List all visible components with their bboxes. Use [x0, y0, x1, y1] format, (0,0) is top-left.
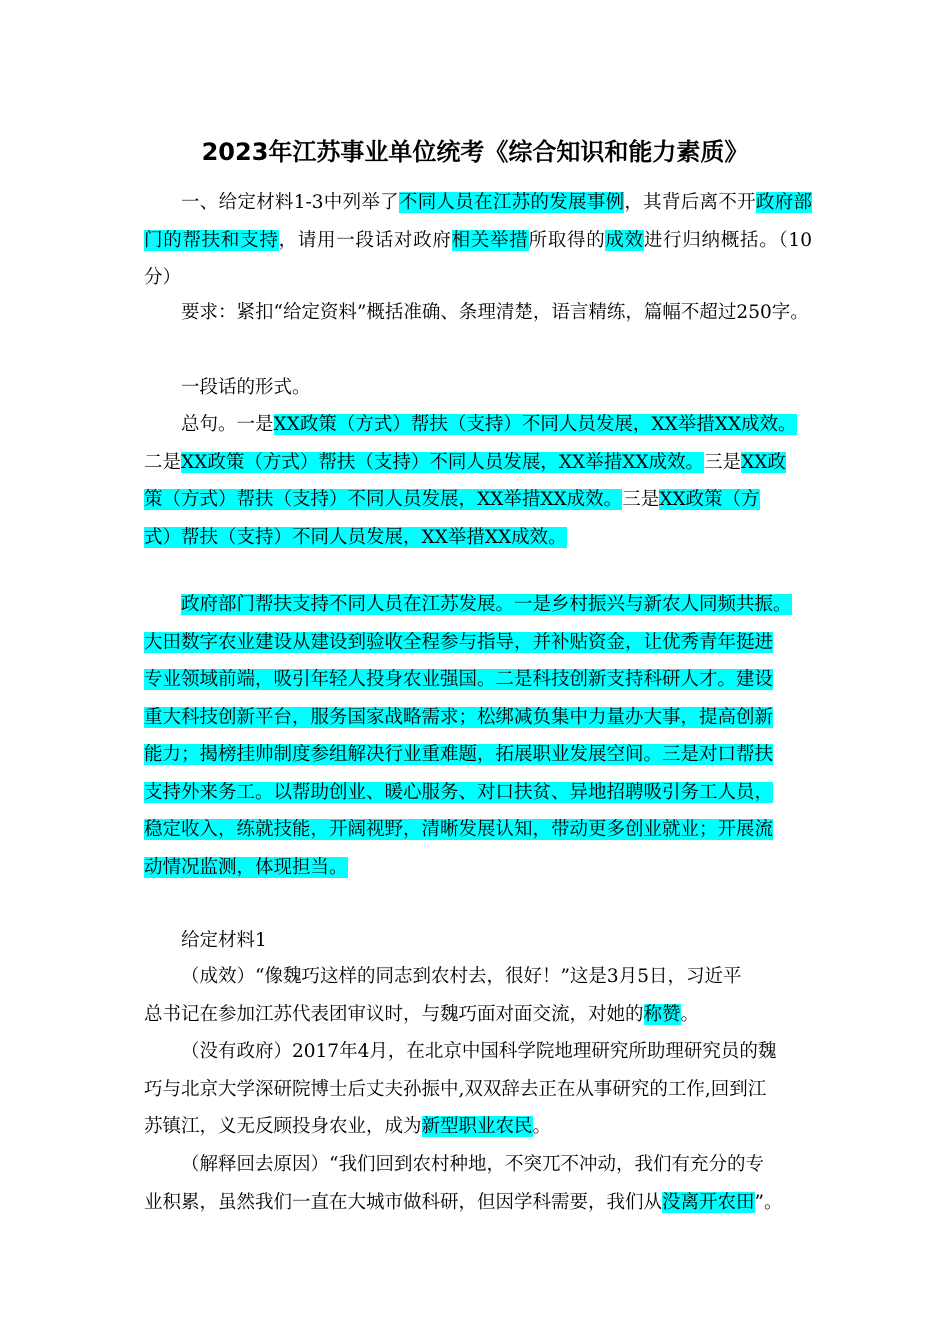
answer-line: 支持外来务工。以帮助创业、暖心服务、对口扶贫、异地招聘吸引务工人员， — [144, 781, 774, 803]
answer-line: 稳定收入，练就技能，开阔视野，清晰发展认知，带动更多创业就业；开展流 — [144, 819, 774, 840]
material-text: 。 — [680, 1003, 700, 1025]
template-highlight: 策（方式）帮扶（支持）不同人员发展，XX举措XX成效。 — [144, 489, 623, 510]
question-text: 所取得的 — [528, 229, 606, 251]
template-text: 二是 — [144, 451, 182, 473]
highlight-praise: 称赞 — [643, 1003, 681, 1025]
answer-line: 重大科技创新平台，服务国家战略需求；松绑减负集中力量办大事，提高创新 — [144, 706, 774, 728]
material-text: ”。 — [754, 1191, 783, 1213]
answer-line: 能力；揭榜挂帅制度参组解决行业重难题，拓展职业发展空间。三是对口帮扶 — [144, 744, 774, 765]
material-text: （解释回去原因）“我们回到农村种地，不突兀不冲动，我们有充分的专 — [181, 1154, 764, 1175]
question-text: 进行归纳概括。（10分） — [144, 229, 812, 288]
highlight-new-farmer: 新型职业农民 — [421, 1116, 533, 1137]
template-paragraph — [144, 406, 812, 556]
answer-line: 动情况监测，体现担当。 — [144, 856, 348, 878]
template-highlight: XX政策（方式）帮扶（支持）不同人员发展，XX举措XX成效。 — [273, 414, 797, 435]
question-1 — [144, 184, 812, 297]
template-text: 三是 — [704, 451, 742, 473]
highlight-never-left-fields: 没离开农田 — [662, 1191, 755, 1213]
material-text: 苏镇江，义无反顾投身农业，成为 — [144, 1116, 422, 1137]
material-text: 总书记在参加江苏代表团审议时，与魏巧面对面交流，对她的 — [144, 1003, 644, 1025]
form-label: 一段话的形式。 — [181, 377, 311, 398]
template-highlight: 式）帮扶（支持）不同人员发展，XX举措XX成效。 — [144, 526, 567, 548]
material-label: 给定材料1 — [181, 930, 267, 951]
answer-line: 大田数字农业建设从建设到验收全程参与指导，并补贴资金，让优秀青年挺进 — [144, 631, 774, 653]
template-lead: 总句。一是 — [181, 414, 274, 435]
material-paragraph-3 — [144, 1146, 812, 1221]
question-text: ，其背后离不开 — [624, 192, 756, 213]
question-text: ，请用一段话对政府 — [278, 229, 452, 251]
material-text: （成效）“像魏巧这样的同志到农村去，很好！”这是3月5日，习近平 — [181, 966, 742, 987]
material-paragraph-2 — [144, 1033, 812, 1146]
document-title: 2023年江苏事业单位统考《综合知识和能力素质》 — [201, 138, 749, 166]
material-text: 。 — [532, 1116, 552, 1137]
highlight-results: 成效 — [605, 229, 644, 251]
template-highlight: XX政策（方 — [659, 489, 760, 510]
highlight-government-support: 政府部门的帮扶和支持 — [144, 192, 812, 251]
highlight-measures: 相关举措 — [451, 229, 529, 251]
material-text: 巧与北京大学深研院博士后丈夫孙振中,双双辞去正在从事研究的工作,回到江 — [144, 1078, 767, 1100]
material-text: 业积累，虽然我们一直在大城市做科研，但因学科需要，我们从 — [144, 1191, 663, 1213]
answer-paragraph — [144, 586, 812, 886]
material-text: （没有政府）2017年4月，在北京中国科学院地理研究所助理研究员的魏 — [181, 1041, 777, 1062]
answer-line: 专业领域前端，吸引年轻人投身农业强国。二是科技创新支持科研人才。建设 — [144, 669, 774, 690]
answer-line: 政府部门帮扶支持不同人员在江苏发展。一是乡村振兴与新农人同频共振。 — [181, 594, 792, 615]
template-highlight: XX政 — [741, 451, 786, 473]
requirement-text: 要求：紧扣“给定资料”概括准确、条理清楚，语言精练，篇幅不超过250字。 — [181, 302, 809, 323]
question-text: 一、给定材料1-3中列举了 — [181, 192, 399, 213]
material-paragraph-1 — [144, 958, 812, 1033]
template-text: 三是 — [622, 489, 660, 510]
highlight-development-cases: 不同人员在江苏的发展事例 — [398, 192, 625, 213]
template-highlight: XX政策（方式）帮扶（支持）不同人员发展，XX举措XX成效。 — [181, 451, 705, 473]
